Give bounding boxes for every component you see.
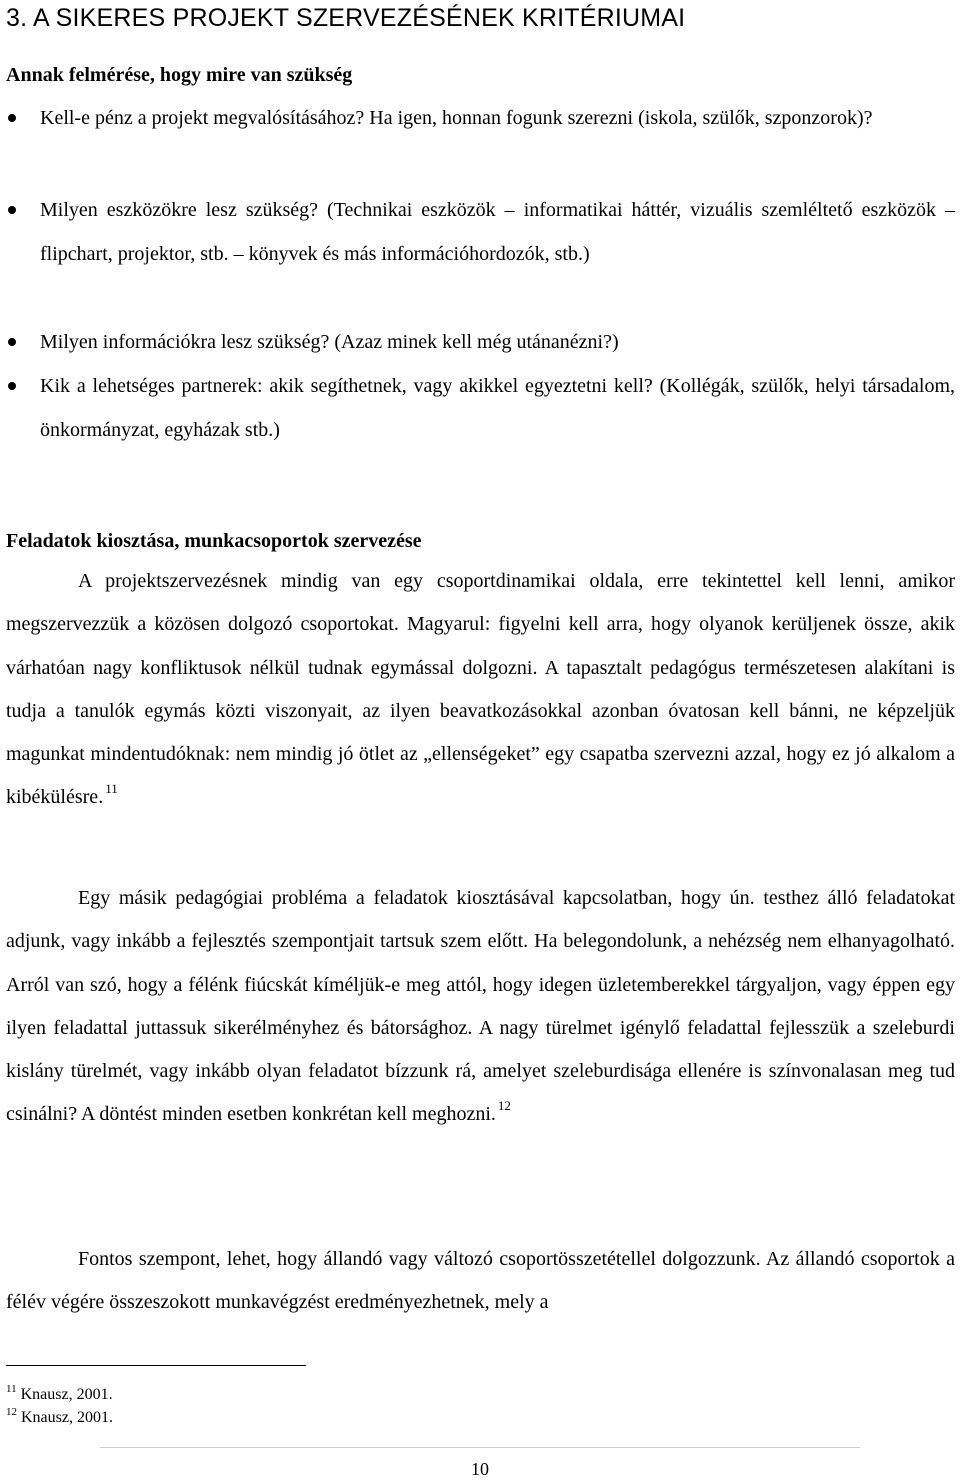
page-number: 10 bbox=[471, 1459, 489, 1479]
footnote-12 bbox=[6, 1401, 113, 1429]
page-footer-rule bbox=[100, 1447, 860, 1448]
bullet-item-funding: Kell-e pénz a projekt megvalósításához? Ha igen, honnan fogunk szerezni (iskola, szülők, szponzorok)? bbox=[40, 96, 955, 140]
paragraph-group-dynamics bbox=[6, 560, 955, 820]
paragraph-text: A projektszervezésnek mindig van egy csoportdinamikai oldala, erre tekintettel kell lenni, amikor megszervezzük a közösen dolgozó csoportokat. Magyarul: figyelni kell arra, hogy olyanok kerüljenek össze, akik várhatóan nagy konfliktusok nélkül tudnak egymással dolgozni. A tapasztalt pedagógus természetesen alakítani is tudja a tanulók egymás közti viszonyait, az ilyen beavatkozásokkal azonban óvatosan kell bánni, ne képzeljük magunkat mindentudóknak: nem mindig jó ötlet az „ellenségeket” egy csapatba szervezni azzal, hogy ez jó alkalom a kibékülésre. bbox=[6, 570, 955, 809]
bullet-item-information: Milyen információkra lesz szükség? (Azaz minek kell még utánanézni?) bbox=[40, 320, 955, 364]
footnote-mark: 12 bbox=[6, 1406, 17, 1418]
footnote-reference: 12 bbox=[497, 1098, 511, 1114]
footnote-mark: 11 bbox=[6, 1383, 17, 1395]
subsection-title-needs-assessment: Annak felmérése, hogy mire van szükség bbox=[6, 64, 353, 86]
footnote-reference: 11 bbox=[105, 781, 118, 797]
footnote-text: Knausz, 2001. bbox=[21, 1409, 113, 1426]
footnote-text: Knausz, 2001. bbox=[20, 1386, 113, 1403]
paragraph-group-composition: Fontos szempont, lehet, hogy állandó vagy változó csoportösszetétellel dolgozzunk. Az állandó csoportok a félév végére összeszokott munkavégzést eredményezhetnek, mely a bbox=[6, 1248, 955, 1314]
subsection-title-task-allocation: Feladatok kiosztása, munkacsoportok szervezése bbox=[6, 530, 422, 552]
bullet-item-partners: Kik a lehetséges partnerek: akik segíthetnek, vagy akikkel egyeztetni kell? (Kollégák, szülők, helyi társadalom, önkormányzat, egyházak stb.) bbox=[40, 364, 955, 452]
section-heading: 3. A SIKERES PROJEKT SZERVEZÉSÉNEK KRITÉRIUMAI bbox=[6, 4, 686, 32]
paragraph-task-problem bbox=[6, 877, 955, 1137]
bullet-item-equipment: Milyen eszközökre lesz szükség? (Technikai eszközök – informatikai háttér, vizuális szemléltető eszközök – flipchart, projektor, stb. – könyvek és más információhordozók, stb.) bbox=[40, 188, 955, 276]
footnote-separator bbox=[6, 1365, 306, 1366]
paragraph-text: Egy másik pedagógiai probléma a feladatok kiosztásával kapcsolatban, hogy ún. testhez álló feladatokat adjunk, vagy inkább a fejlesztés szempontjait tartsuk szem előtt. Ha belegondolunk, a nehézség nem elhanyagolható. Arról van szó, hogy a félénk fiúcskát kíméljük-e meg attól, hogy idegen üzletemberekkel tárgyaljon, vagy éppen egy ilyen feladattal juttassuk sikerélményhez és bátorsághoz. A nagy türelmet igénylő feladattal fejlesszük a szeleburdi kislány türelmét, vagy inkább olyan feladatot bízzunk rá, amelyet szeleburdisága ellenére is színvonalasan meg tud csinálni? A döntést minden esetben konkrétan kell meghozni. bbox=[6, 887, 955, 1126]
